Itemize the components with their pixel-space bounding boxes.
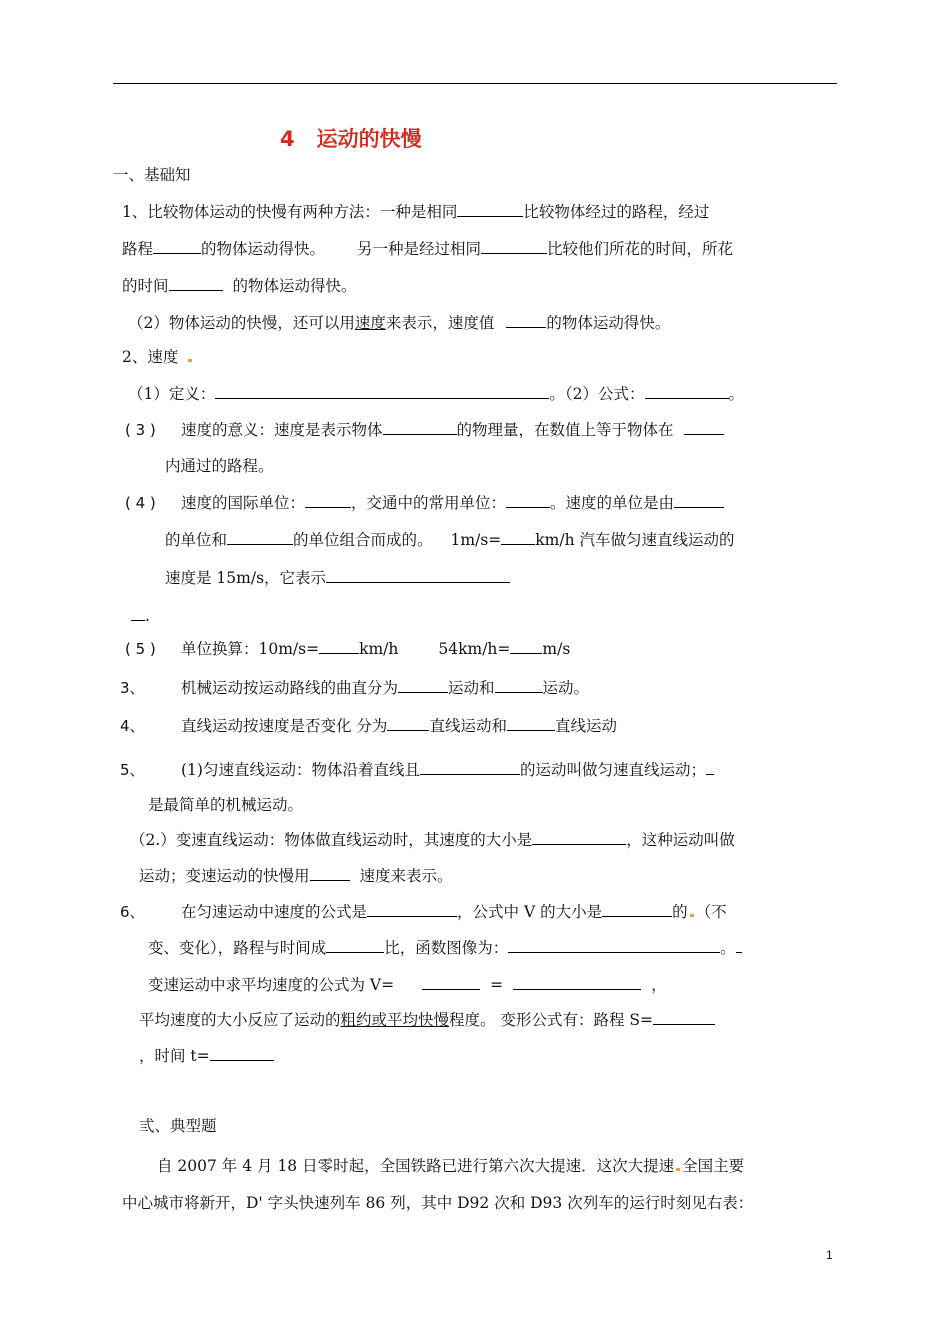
blank[interactable] (495, 676, 543, 693)
text-segment: 运动；变速运动的快慢用 (139, 867, 310, 885)
text-segment: 自 2007 年 4 月 18 日零时起，全国铁路已进行第六次大提速．这次大提速 (157, 1157, 675, 1175)
text-segment: = (490, 976, 504, 994)
text-segment: ，交通中的常用单位： (351, 494, 507, 512)
blank[interactable] (602, 900, 672, 917)
blank[interactable] (506, 491, 550, 508)
text-segment: （不 (695, 903, 727, 921)
text-segment: 54km/h= (438, 640, 511, 658)
text-segment: 的 (672, 903, 688, 921)
paragraph-line1 (157, 1155, 744, 1177)
text-segment: 单位换算：10m/s= (181, 640, 320, 658)
q2-meaning-cont (165, 455, 274, 477)
blank[interactable] (506, 311, 546, 328)
q5-part2 (130, 828, 735, 851)
section-typical (139, 1115, 217, 1137)
text-segment: 6、 (120, 903, 145, 921)
blank[interactable] (653, 1008, 715, 1025)
page-title (280, 123, 422, 153)
q1-line3 (122, 274, 357, 297)
text-segment: 。（2）公式： (549, 385, 645, 403)
blank[interactable] (326, 566, 510, 583)
text-segment: ，这种运动叫做 (626, 831, 735, 849)
text-segment: 速度来表示。 (359, 867, 453, 885)
text-segment: 速度的国际单位： (181, 494, 306, 512)
text-segment: 全国主要 (682, 1157, 745, 1175)
blank[interactable] (387, 714, 429, 731)
text-segment: 。 (728, 385, 745, 403)
q6-time (139, 1044, 274, 1067)
blank[interactable] (422, 973, 480, 990)
blank[interactable] (513, 973, 641, 990)
text-segment: 粗约或平均快慢 (340, 1011, 450, 1029)
text-segment: （1）定义： (128, 385, 216, 403)
blank[interactable] (319, 637, 359, 654)
text-segment: 4、 (120, 717, 145, 735)
text-segment: 的单位和 (165, 531, 228, 549)
blank[interactable] (510, 637, 542, 654)
text-segment: . (145, 607, 150, 625)
text-segment: ( 5 ) (125, 640, 156, 658)
blank[interactable] (736, 936, 742, 953)
mark-dot (676, 1168, 680, 1171)
text-segment: 的物体运动得快。 (546, 314, 671, 332)
text-segment: 平均速度的大小反应了运动的 (139, 1011, 341, 1029)
q2-meaning (125, 418, 724, 441)
q5-cont (148, 794, 303, 816)
text-segment: ，时间 t= (139, 1047, 210, 1065)
text-segment: 1m/s= (450, 531, 502, 549)
blank[interactable] (684, 418, 724, 435)
paragraph-line2 (122, 1192, 753, 1214)
text-segment: 直线运动按速度是否变化 分为 (181, 717, 388, 735)
text-segment: 。 (720, 939, 736, 957)
text-segment: 弎、典型题 (139, 1117, 217, 1135)
q6-reflects (139, 1008, 715, 1031)
blank[interactable] (131, 604, 145, 621)
q5 (120, 758, 714, 781)
text-segment: ( 4 ) (125, 494, 156, 512)
q4 (120, 714, 617, 737)
text-segment: 的物体运动得快。 (201, 240, 326, 258)
text-segment: 的物体运动得快。 (232, 277, 357, 295)
page-number: 1 (826, 1248, 833, 1262)
text-segment: 1、比较物体运动的快慢有两种方法：一种是相同 (122, 203, 458, 221)
text-segment: 运动。 (542, 679, 590, 697)
text-segment: 内通过的路程。 (165, 457, 274, 475)
blank[interactable] (507, 714, 555, 731)
blank[interactable] (674, 491, 724, 508)
blank[interactable] (305, 491, 351, 508)
text-segment: 程度。 变形公式有：路程 S= (449, 1011, 653, 1029)
text-segment: 2、速度 (122, 348, 179, 366)
text-segment: km/h (359, 640, 399, 658)
q6-average (148, 973, 667, 996)
text-segment: m/s (542, 640, 571, 658)
text-segment: 比较物体经过的路程，经过 (523, 203, 710, 221)
blank[interactable] (169, 274, 223, 291)
blank[interactable] (227, 528, 293, 545)
text-segment: ( 3 ) (125, 421, 156, 439)
text-segment: 直线运动 (554, 717, 617, 735)
text-segment: km/h 汽车做匀速直线运动的 (535, 531, 735, 549)
text-segment: 变速运动中求平均速度的公式为 V= (148, 976, 395, 994)
text-segment: 中心城市将新开，D' 字头快速列车 86 列，其中 D92 次和 D93 次列车的运行时刻见右表： (122, 1194, 754, 1212)
blank[interactable] (367, 900, 457, 917)
text-segment: 比较他们所花的时间，所花 (547, 240, 734, 258)
header-rule (113, 83, 837, 84)
blank[interactable] (481, 237, 547, 254)
text-segment: （2）物体运动的快慢，还可以用 (128, 314, 355, 332)
q5-part2-cont (139, 864, 453, 887)
q6 (120, 900, 727, 923)
text-segment: 机械运动按运动路线的曲直分为 (181, 679, 399, 697)
blank[interactable] (210, 1044, 274, 1061)
text-segment: 另一种是经过相同 (357, 240, 482, 258)
text-segment: 的物理量，在数值上等于物体在 (456, 421, 674, 439)
text-segment: 路程 (122, 240, 154, 258)
blank[interactable] (420, 758, 520, 775)
text-segment: 是最简单的机械运动。 (148, 796, 304, 814)
text-segment: 变、变化），路程与时间成 (148, 939, 327, 957)
q2-units-line4 (131, 604, 150, 627)
blank[interactable] (153, 237, 201, 254)
text-segment: 的运动叫做匀速直线运动； (519, 761, 706, 779)
text-segment: 3、 (120, 679, 145, 697)
blank[interactable] (501, 528, 535, 545)
text-segment: 5、 (120, 761, 145, 779)
text-segment: 在匀速运动中速度的公式是 (181, 903, 368, 921)
blank[interactable] (706, 758, 714, 775)
q2-heading (122, 346, 194, 368)
text-segment: ， (651, 976, 667, 994)
title-number: 4 (280, 127, 295, 151)
blank[interactable] (508, 936, 720, 953)
q3 (120, 676, 589, 699)
blank[interactable] (645, 382, 729, 399)
blank[interactable] (326, 936, 384, 953)
text-segment: 的时间 (122, 277, 169, 295)
text-segment: 运动和 (448, 679, 495, 697)
title-text: 运动的快慢 (316, 127, 422, 151)
blank[interactable] (215, 382, 549, 399)
text-segment: 直线运动和 (429, 717, 507, 735)
blank[interactable] (398, 676, 448, 693)
q6-line2 (148, 936, 742, 959)
section-basics (113, 164, 191, 186)
text-segment: ，公式中 V 的大小是 (457, 903, 603, 921)
q1-line2 (122, 237, 733, 260)
text-segment: 。速度的单位是由 (550, 494, 675, 512)
blank[interactable] (532, 828, 626, 845)
text-segment: 速度是 15m/s，它表示 (165, 569, 327, 587)
blank[interactable] (310, 864, 350, 881)
blank[interactable] (383, 418, 457, 435)
mark-dot (188, 359, 192, 362)
text-segment: 一、基础知 (113, 166, 191, 184)
text-segment: (1)匀速直线运动：物体沿着直线且 (181, 761, 420, 779)
text-segment: 来表示，速度值 (385, 314, 495, 332)
text-segment: 比，函数图像为： (384, 939, 509, 957)
q2-conversion (125, 637, 570, 660)
mark-dot (690, 914, 694, 917)
text-segment: 的单位组合而成的。 (293, 531, 433, 549)
q2-units-line3 (165, 566, 510, 589)
q1-part2 (128, 311, 670, 334)
q2-units (125, 491, 724, 514)
q2-units-line2 (165, 528, 735, 551)
q1-line1 (122, 200, 709, 223)
text-segment: （2.）变速直线运动：物体做直线运动时，其速度的大小是 (130, 831, 533, 849)
blank[interactable] (457, 200, 523, 217)
q2-definition (128, 382, 744, 405)
text-segment: 速度的意义：速度是表示物体 (181, 421, 383, 439)
text-segment: 速度 (354, 314, 386, 332)
